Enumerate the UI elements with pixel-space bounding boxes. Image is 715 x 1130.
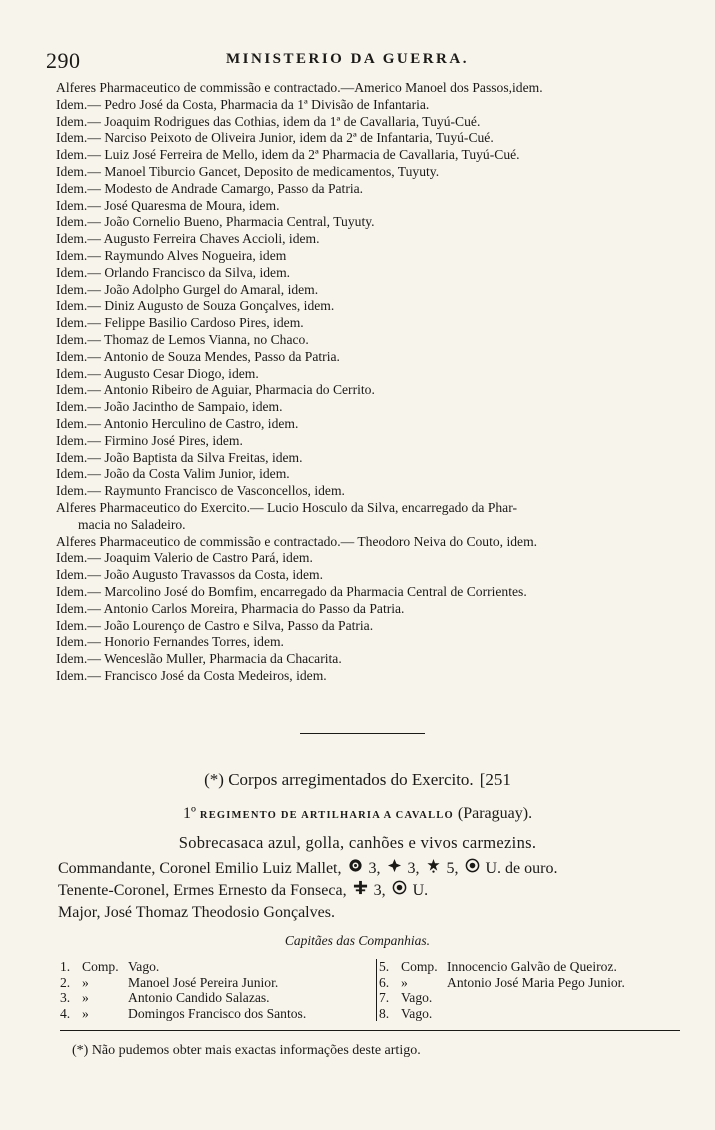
running-title: MINISTERIO DA GUERRA. [226,51,469,67]
table-row [379,990,683,1006]
list-item: Idem.— Raymundo Alves Nogueira, idem [56,247,287,263]
lt-colonel-label: Tenente-Coronel, Ermes Ernesto da Fonseca, [58,882,347,899]
list-item: Idem.— Felippe Basilio Cardoso Pires, idem. [56,315,304,331]
list-item: Idem.— Wenceslão Muller, Pharmacia da Chacarita. [56,651,342,667]
list-item: Idem.— Firmino José Pires, idem. [56,432,243,448]
list-item: Idem.— Honorio Fernandes Torres, idem. [56,634,284,650]
page-number: 290 [46,48,81,73]
regiment-number: 1º [182,805,196,822]
list-item: Idem.— João Jacintho de Sampaio, idem. [56,399,283,415]
list-item: Idem.— Antonio de Souza Mendes, Passo da Patria. [56,348,340,364]
list-item: Idem.— Marcolino José do Bomfim, encarregado da Pharmacia Central de Corrientes. [56,583,527,599]
list-item: Idem.— Narciso Peixoto de Oliveira Junior, idem da 2ª de Infantaria, Tuyú-Cué. [56,130,494,146]
captain-name: Innocencio Galvão de Queiroz. [447,959,617,974]
uniform-description: Sobrecasaca azul, golla, canhões e vivos carmezins. [178,833,537,852]
list-item: Idem.— Augusto Cesar Diogo, idem. [56,365,259,381]
list-item: Idem.— Joaquim Rodrigues das Cothias, idem da 1ª de Cavallaria, Tuyú-Cué. [56,113,481,129]
list-item: Idem.— José Quaresma de Moura, idem. [56,197,280,213]
list-item: Idem.— Joaquim Valerio de Castro Pará, idem. [56,550,313,566]
captain-name: Vago. [401,990,433,1005]
major-line: Major, José Thomaz Theodosio Gonçalves. [58,904,335,921]
list-item: Idem.— Thomaz de Lemos Vianna, no Chaco. [56,331,309,347]
captain-name: Antonio Candido Salazas. [128,990,270,1005]
cross-order-icon [387,858,402,880]
company-label: Comp. [82,959,119,974]
decoration-grade: U. de ouro. [485,860,558,877]
lt-colonel-line [58,880,688,902]
list-item: Idem.— Francisco José da Costa Medeiros, idem. [56,667,327,683]
table-row [60,990,372,1006]
company-number: 3. [60,990,71,1005]
company-label: » [82,990,89,1005]
list-item: Idem.— João Baptista da Silva Freitas, idem. [56,449,303,465]
regiment-place: (Paraguay). [457,805,533,822]
companies-table [60,959,680,1019]
company-number: 8. [379,1005,390,1021]
list-item: Idem.— Augusto Ferreira Chaves Accioli, idem. [56,231,320,247]
list-item: Idem.— Manoel Tiburcio Gancet, Deposito de medicamentos, Tuyuty. [56,163,440,179]
captain-name: Vago. [128,959,160,974]
page-header [46,48,675,72]
list-item: Idem.— João Adolpho Gurgel do Amaral, idem. [56,281,319,297]
pharmacist-list [56,80,682,685]
table-row [60,1006,372,1022]
list-item: Idem.— Antonio Ribeiro de Aguiar, Pharmacia do Cerrito. [56,382,375,398]
section-divider [300,733,425,734]
company-number: 6. [379,974,390,990]
footnote-divider [60,1030,680,1031]
list-item: Idem.— Antonio Carlos Moreira, Pharmacia do Passo da Patria. [56,600,405,616]
table-row [379,959,683,975]
decoration-grade: 3, [368,860,381,877]
decoration-grade: 3, [407,860,420,877]
table-row [60,975,372,991]
company-number: 5. [379,959,390,974]
table-row [379,1006,683,1022]
section-title: (*) Corpos arregimentados do Exercito. [204,770,474,789]
list-item-wrapped [56,500,682,534]
section-reference: [251 [479,770,511,789]
list-item: Idem.— Antonio Herculino de Castro, idem. [56,415,299,431]
regiment-heading [0,805,715,823]
list-item: Idem.— Diniz Augusto de Souza Gonçalves, idem. [56,298,335,314]
officer-list [58,858,688,923]
decoration-grade: U. [412,882,429,899]
company-number: 4. [60,1005,71,1021]
list-item: Idem.— Luiz José Ferreira de Mello, idem da 2ª Pharmacia de Cavallaria, Tuyú-Cué. [56,147,520,163]
decoration-grade: 3, [373,882,386,899]
list-item: Idem.— João Cornelio Bueno, Pharmacia Central, Tuyuty. [56,214,375,230]
list-item: Alferes Pharmaceutico de commissão e contractado.—Americo Manoel dos Passos,idem. [56,80,543,95]
list-item: Idem.— Orlando Francisco da Silva, idem. [56,264,291,280]
company-number: 7. [379,990,390,1005]
table-row [379,975,683,991]
rose-order-icon [348,858,363,880]
commandant-line [58,858,688,880]
list-item-line: Alferes Pharmaceutico do Exercito.— Lucio Hosculo da Silva, encarregado da Phar- [56,499,517,515]
cruzeiro-order-icon [353,880,368,902]
list-item: Idem.— João Augusto Travassos da Costa, idem. [56,567,323,583]
decoration-grade: 5, [446,860,459,877]
commandant-label: Commandante, Coronel Emilio Luiz Mallet, [58,860,342,877]
list-item: Idem.— João Lourenço de Castro e Silva, Passo da Patria. [56,617,374,633]
company-label: » [82,974,89,990]
companies-left-column [60,959,372,1021]
captain-name: Domingos Francisco dos Santos. [128,1005,307,1021]
company-label: » [82,1005,89,1021]
star-order-icon [426,858,441,880]
company-label: » [401,974,408,990]
footnote: (*) Não pudemos obter mais exactas informações deste artigo. [72,1043,421,1058]
regiment-name: REGIMENTO DE ARTILHARIA A CAVALLO [199,810,454,821]
medal-icon [392,880,407,902]
captain-name: Manoel José Pereira Junior. [128,974,279,990]
captain-name: Antonio José Maria Pego Junior. [447,974,625,990]
companies-right-column [376,959,683,1021]
company-number: 2. [60,974,71,990]
list-item: Idem.— Raymunto Francisco de Vasconcellos, idem. [56,483,345,499]
section-heading [0,770,715,790]
list-item: Idem.— Modesto de Andrade Camargo, Passo da Patria. [56,180,364,196]
company-number: 1. [60,959,71,974]
captain-name: Vago. [401,1005,433,1021]
company-label: Comp. [401,959,438,974]
table-row [60,959,372,975]
medal-icon [465,858,480,880]
list-item-continuation: macia no Saladeiro. [78,516,186,532]
list-item: Alferes Pharmaceutico de commissão e contractado.— Theodoro Neiva do Couto, idem. [56,533,538,549]
list-item: Idem.— Pedro José da Costa, Pharmacia da 1ª Divisão de Infantaria. [56,96,430,112]
companies-title: Capitães das Companhias. [284,933,431,948]
list-item: Idem.— João da Costa Valim Junior, idem. [56,466,290,482]
